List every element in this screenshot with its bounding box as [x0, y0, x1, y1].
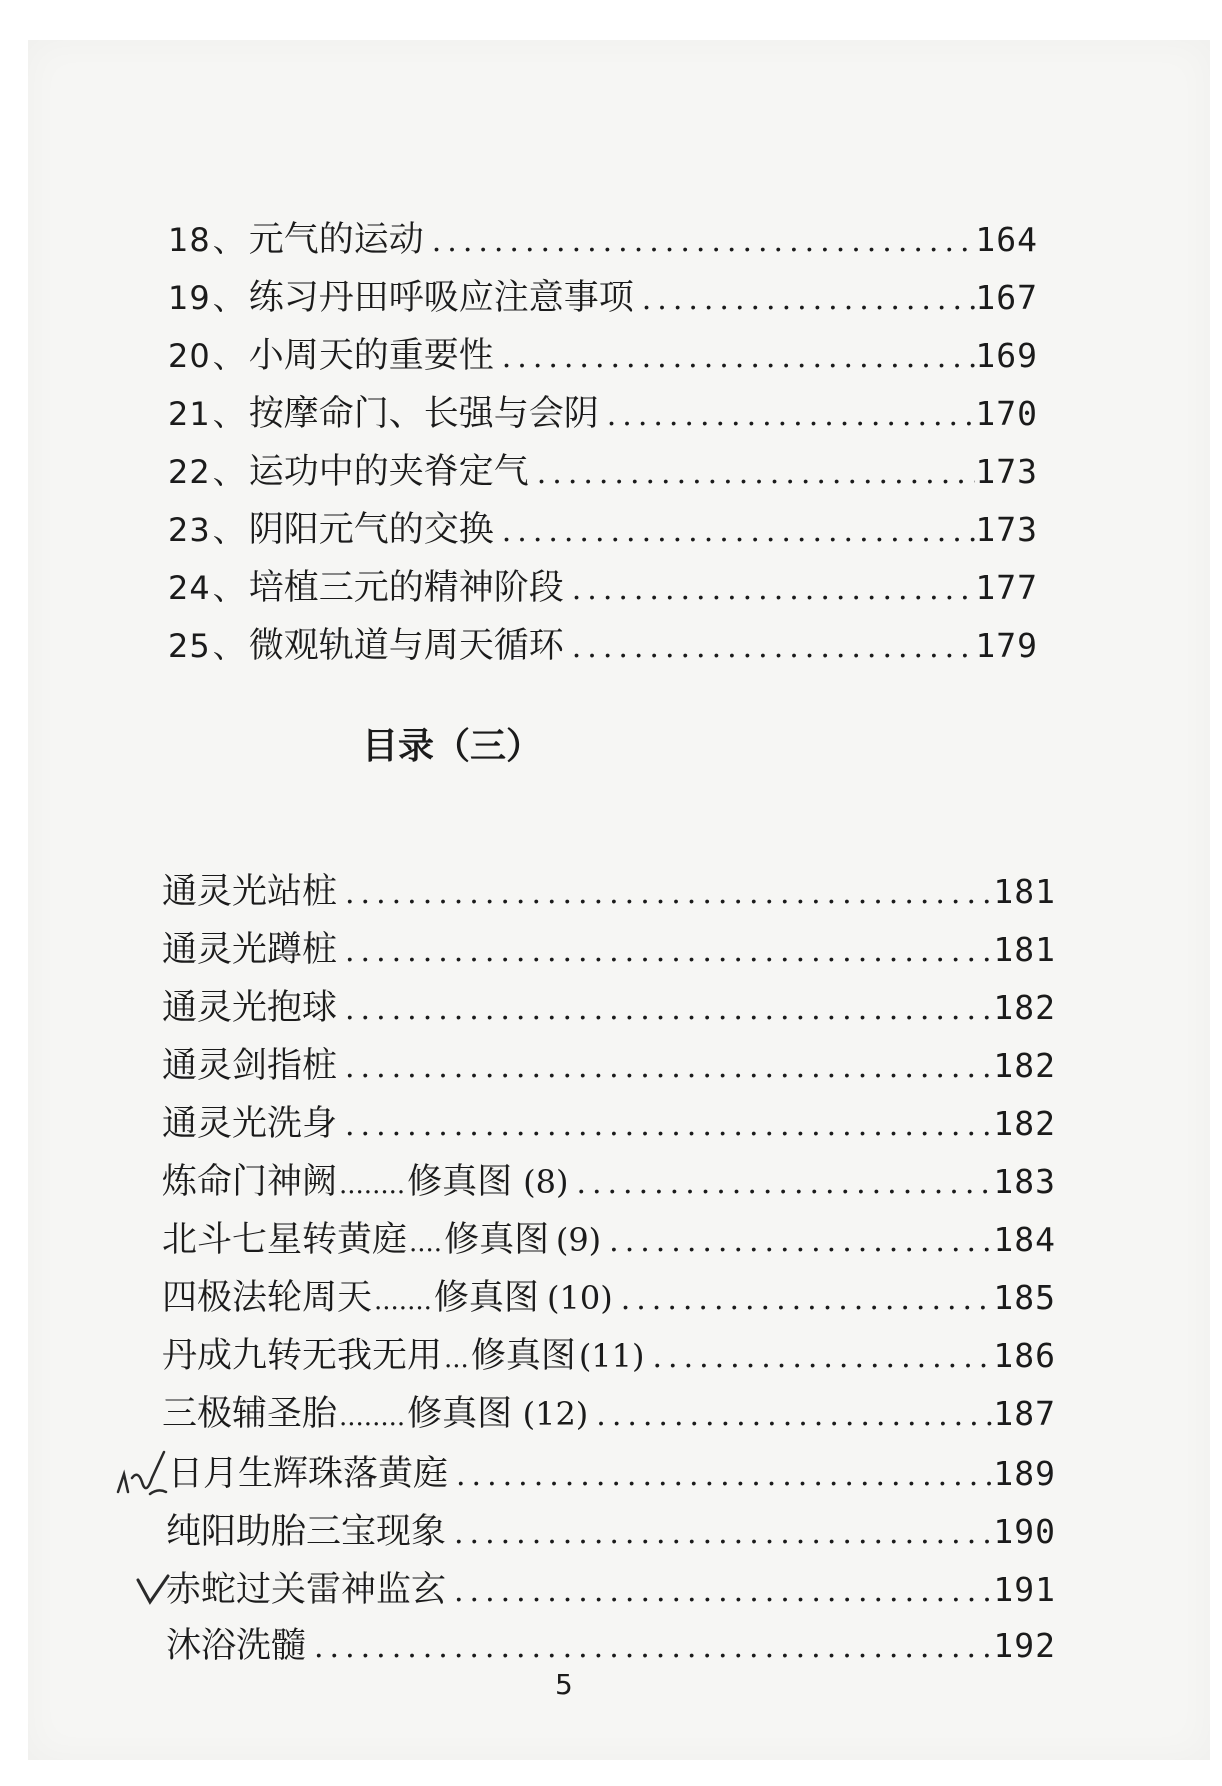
leader-dots [306, 1630, 993, 1665]
entry-page-number: 184 [993, 1220, 1056, 1259]
entry-page-number: 177 [975, 568, 1038, 607]
entry-title: 阴阳元气的交换 [248, 510, 494, 550]
entry-title: 练习丹田呼吸应注意事项 [248, 278, 634, 318]
entry-separator: 、 [212, 395, 245, 433]
entry-page-number: 170 [975, 394, 1038, 433]
leader-dots [337, 934, 993, 969]
figure-label: 修真图 [470, 1336, 576, 1376]
short-leader-dots: ........ [339, 1402, 406, 1432]
entry-page-number: 183 [993, 1162, 1056, 1201]
leader-dots [601, 1224, 993, 1259]
leader-dots [568, 1166, 993, 1201]
toc-entry[interactable] [168, 618, 1038, 666]
entry-title: 按摩命门、长强与会阴 [248, 394, 599, 434]
short-leader-dots: .... [409, 1228, 443, 1258]
figure-number: (10) [547, 1279, 613, 1317]
entry-title: 沐浴洗髓 [166, 1626, 307, 1666]
entry-title: 丹成九转无我无用 [162, 1336, 443, 1376]
figure-number: (8) [523, 1163, 569, 1201]
toc-entry-figure[interactable] [162, 1386, 1056, 1434]
toc-entry-figure[interactable] [162, 1154, 1056, 1202]
handwritten-scribble-icon [112, 1448, 176, 1512]
figure-number: (9) [555, 1221, 602, 1259]
entry-page-number: 173 [975, 452, 1038, 491]
leader-dots [494, 514, 976, 549]
toc-entry[interactable] [166, 1618, 1056, 1666]
entry-page-number: 167 [975, 278, 1038, 317]
figure-label: 修真图 [407, 1394, 513, 1434]
entry-page-number: 187 [993, 1394, 1056, 1433]
leader-dots [337, 992, 993, 1027]
leader-dots [588, 1398, 993, 1433]
toc-entry[interactable] [166, 1562, 1056, 1610]
toc-entry[interactable] [162, 1038, 1056, 1086]
entry-title: 通灵光抱球 [162, 988, 338, 1028]
leader-dots [529, 456, 976, 491]
entry-number: 18 [168, 221, 211, 259]
entry-page-number: 192 [993, 1626, 1056, 1665]
entry-title: 三极辅圣胎 [162, 1394, 338, 1434]
entry-page-number: 186 [993, 1336, 1056, 1375]
figure-number: (12) [522, 1395, 589, 1433]
figure-label: 修真图 [433, 1278, 539, 1318]
entry-title: 赤蛇过关雷神监玄 [166, 1570, 447, 1610]
short-leader-dots: ... [444, 1344, 469, 1374]
figure-label: 修真图 [407, 1162, 513, 1202]
toc-entry[interactable] [162, 980, 1056, 1028]
toc-entry[interactable] [162, 864, 1056, 912]
entry-page-number: 185 [993, 1278, 1056, 1317]
entry-number: 19 [168, 279, 211, 317]
entry-title: 元气的运动 [248, 220, 424, 260]
toc-entry-figure[interactable] [162, 1270, 1056, 1318]
toc-entry[interactable] [168, 1446, 1056, 1494]
entry-page-number: 182 [993, 1046, 1056, 1085]
toc-entry[interactable] [166, 1504, 1056, 1552]
entry-page-number: 173 [975, 510, 1038, 549]
entry-title: 微观轨道与周天循环 [248, 626, 564, 666]
toc-entry[interactable] [168, 386, 1038, 434]
toc-entry[interactable] [168, 444, 1038, 492]
entry-page-number: 191 [993, 1570, 1056, 1609]
entry-number: 20 [168, 337, 211, 375]
entry-page-number: 181 [993, 872, 1056, 911]
entry-title: 通灵光蹲桩 [162, 930, 338, 970]
leader-dots [446, 1574, 993, 1609]
leader-dots [494, 340, 976, 375]
figure-number: (11) [578, 1337, 645, 1375]
leader-dots [424, 224, 976, 259]
toc-entry-figure[interactable] [162, 1212, 1056, 1260]
toc-entry[interactable] [168, 328, 1038, 376]
leader-dots [337, 876, 993, 911]
entry-title: 通灵光站桩 [162, 872, 338, 912]
entry-number: 24 [168, 569, 211, 607]
entry-page-number: 181 [993, 930, 1056, 969]
short-leader-dots: ........ [339, 1170, 406, 1200]
page-number-footer [555, 1668, 579, 1701]
toc-entry[interactable] [168, 502, 1038, 550]
entry-page-number: 179 [975, 626, 1038, 665]
toc-entry[interactable] [168, 270, 1038, 318]
entry-number: 22 [168, 453, 211, 491]
entry-page-number: 164 [975, 220, 1038, 259]
leader-dots [448, 1458, 993, 1493]
leader-dots [634, 282, 976, 317]
leader-dots [337, 1050, 993, 1085]
entry-number: 21 [168, 395, 211, 433]
toc-entry[interactable] [162, 922, 1056, 970]
toc-entry[interactable] [162, 1096, 1056, 1144]
leader-dots [337, 1108, 993, 1143]
entry-title: 四极法轮周天 [162, 1278, 373, 1318]
entry-title: 通灵剑指桩 [162, 1046, 338, 1086]
entry-page-number: 190 [993, 1512, 1056, 1551]
entry-title: 小周天的重要性 [248, 336, 494, 376]
entry-title: 培植三元的精神阶段 [248, 568, 564, 608]
entry-separator: 、 [212, 627, 245, 665]
entry-separator: 、 [212, 337, 245, 375]
entry-title: 通灵光洗身 [162, 1104, 338, 1144]
toc-entry[interactable] [168, 560, 1038, 608]
section-heading: 目录（三） [362, 726, 543, 767]
footer-page-number: 5 [555, 1668, 579, 1701]
checkmark-icon [134, 1572, 174, 1608]
toc-entry-figure[interactable] [162, 1328, 1056, 1376]
entry-number: 23 [168, 511, 211, 549]
leader-dots [645, 1340, 994, 1375]
toc-entry[interactable] [168, 212, 1038, 260]
figure-label: 修真图 [444, 1220, 550, 1260]
entry-title: 北斗七星转黄庭 [162, 1220, 408, 1260]
leader-dots [564, 572, 976, 607]
leader-dots [613, 1282, 994, 1317]
entry-separator: 、 [212, 279, 245, 317]
leader-dots [564, 630, 976, 665]
entry-number: 25 [168, 627, 211, 665]
entry-separator: 、 [212, 453, 245, 491]
entry-page-number: 189 [993, 1454, 1056, 1493]
leader-dots [446, 1516, 993, 1551]
entry-page-number: 182 [993, 1104, 1056, 1143]
leader-dots [599, 398, 976, 433]
entry-title: 炼命门神阙 [162, 1162, 338, 1202]
entry-separator: 、 [212, 511, 245, 549]
entry-page-number: 169 [975, 336, 1038, 375]
entry-title: 纯阳助胎三宝现象 [166, 1512, 447, 1552]
entry-title: 运功中的夹脊定气 [248, 452, 529, 492]
short-leader-dots: ....... [374, 1286, 432, 1316]
entry-separator: 、 [212, 569, 245, 607]
entry-separator: 、 [212, 221, 245, 259]
entry-title: 日月生辉珠落黄庭 [168, 1454, 449, 1494]
entry-page-number: 182 [993, 988, 1056, 1027]
